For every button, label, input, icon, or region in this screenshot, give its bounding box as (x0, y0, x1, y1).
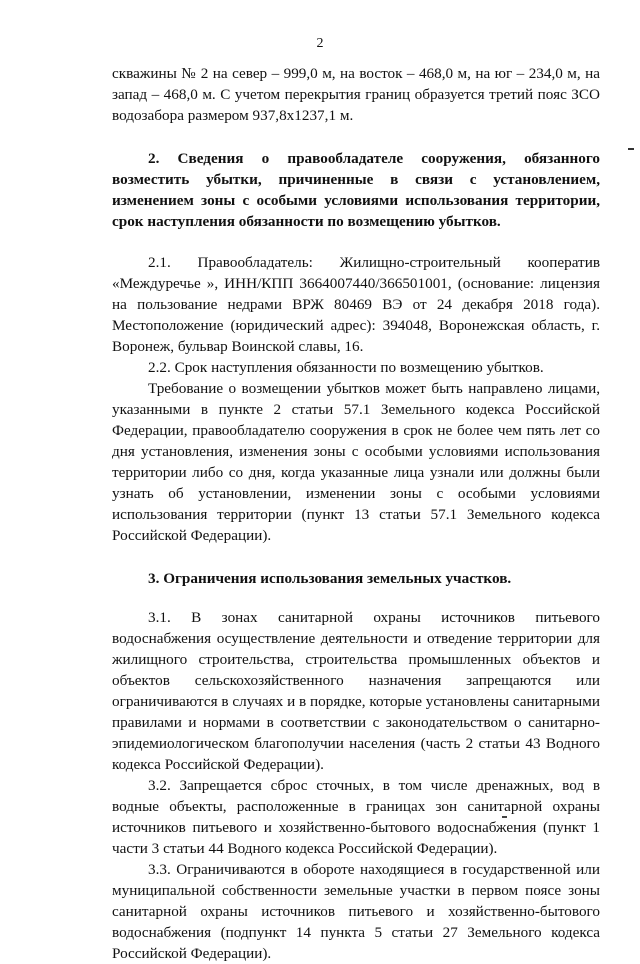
document-body (112, 63, 600, 964)
page-number: 2 (316, 36, 324, 51)
paragraph-3-3: 3.3. Ограничиваются в обороте находящиеся в государственной или муниципальной собственности земельные участки в первом поясе зоны санитарной охраны источников питьевого и хозяйственно-бытового водоснабжения (подпункт 14 пункта 5 статьи 27 Земельного кодекса Российской Федерации). (112, 861, 600, 962)
paragraph-3-2: 3.2. Запрещается сброс сточных, в том числе дренажных, вод в водные объекты, расположенные в границах зон санитарной охраны источников питьевого и хозяйственно-бытового водоснабжения (пункт 1 части 3 статьи 44 Водного кодекса Российской Федерации). (112, 777, 600, 857)
intro-paragraph: скважины № 2 на север – 999,0 м, на восток – 468,0 м, на юг – 234,0 м, на запад – 468,0 м. С учетом перекрытия границ образуется третий пояс ЗСО водозабора размером 937,8х1237,1 м. (112, 65, 600, 124)
paragraph-2-1: 2.1. Правообладатель: Жилищно-строительный кооператив «Междуречье », ИНН/КПП 3664007440/366501001, (основание: лицензия на пользование недрами ВРЖ 80469 ВЭ от 24 декабря 2018 года). Местоположение (юридический адрес): 394048, Воронежская область, г. Воронеж, бульвар Воинской славы, 16. (112, 254, 600, 355)
paragraph-3-1: 3.1. В зонах санитарной охраны источников питьевого водоснабжения осуществление деятельности и отведение территории для жилищного строительства, строительства промышленных объектов и объектов сельскохозяйственного назначения запрещаются или ограничиваются в случаях и в порядке, которые установлены санитарными правилами и нормами в соответствии с законодательством о санитарно-эпидемиологическом благополучии населения (часть 2 статьи 43 Водного кодекса Российской Федерации). (112, 609, 600, 773)
section-2-heading: 2. Сведения о правообладателе сооружения, обязанного возместить убытки, причиненные в связи с установлением, изменением зоны с особыми условиями использования территории, срок наступления обязанности по возмещению убытков. (112, 150, 600, 230)
paragraph-2-2-body: Требование о возмещении убытков может быть направлено лицами, указанными в пункте 2 статьи 57.1 Земельного кодекса Российской Федерации, правообладателю сооружения в срок не более чем пять лет со дня установления, изменения зоны с особыми условиями использования территории либо со дня, когда указанные лица узнали или должны были узнать об установлении, изменении зоны с особыми условиями использования территории (пункт 13 статьи 57.1 Земельного кодекса Российской Федерации). (112, 380, 600, 544)
paragraph-2-2: 2.2. Срок наступления обязанности по возмещению убытков. (148, 359, 544, 376)
margin-mark (628, 148, 634, 150)
scan-mark (502, 816, 507, 818)
section-3-heading: 3. Ограничения использования земельных участков. (148, 570, 512, 587)
